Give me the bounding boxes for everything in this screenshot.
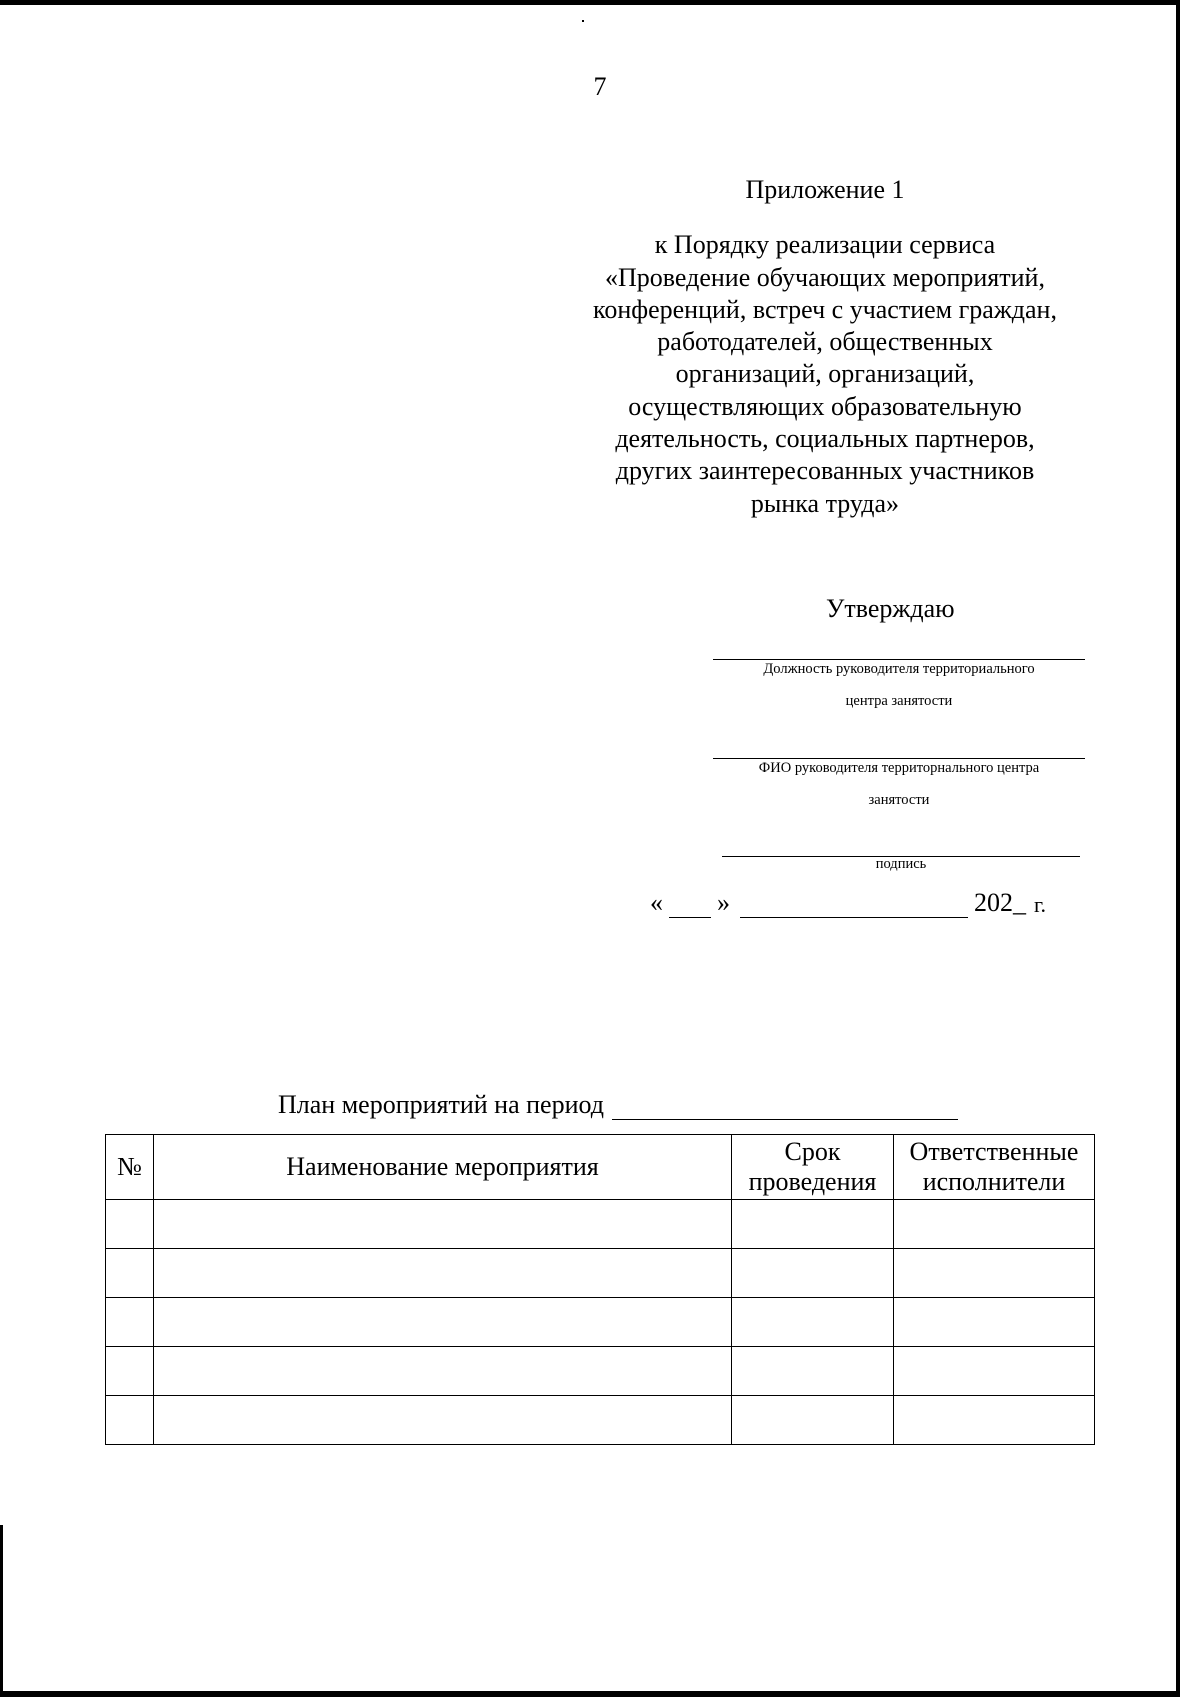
plan-table: [105, 1134, 1095, 1445]
date-year-suffix: г.: [1034, 892, 1047, 917]
scan-edge-right: [1176, 0, 1180, 1697]
table-cell-number[interactable]: [106, 1200, 154, 1249]
table-header-row: [106, 1135, 1095, 1200]
table-cell-name[interactable]: [154, 1298, 732, 1347]
table-cell-responsible[interactable]: [894, 1396, 1095, 1445]
table-row: [106, 1249, 1095, 1298]
appendix-line: других заинтересованных участников: [615, 456, 1035, 486]
table-cell-responsible[interactable]: [894, 1249, 1095, 1298]
position-line: [713, 659, 1085, 660]
appendix-line: работодателей, общественных: [657, 327, 993, 357]
position-caption: Должность руководителя территориального: [763, 661, 1035, 677]
appendix-line: организаций, организаций,: [675, 359, 975, 389]
table-row: [106, 1200, 1095, 1249]
table-cell-number[interactable]: [106, 1249, 154, 1298]
approval-date: [650, 888, 1046, 918]
appendix-line: к Порядку реализации сервиса: [654, 230, 996, 260]
appendix-line: конференций, встреч с участием граждан,: [593, 294, 1057, 324]
name-line: [713, 758, 1085, 759]
appendix-line: деятельность, социальных партнеров,: [615, 424, 1035, 454]
column-header-term-line: проведения: [748, 1167, 877, 1196]
table-row: [106, 1347, 1095, 1396]
table-cell-name[interactable]: [154, 1249, 732, 1298]
position-caption: центра занятости: [845, 693, 953, 709]
column-header-number: №: [106, 1135, 154, 1200]
appendix-line: рынка труда»: [750, 488, 900, 518]
table-cell-term[interactable]: [732, 1298, 894, 1347]
appendix-title: Приложение 1: [745, 175, 905, 204]
column-header-responsible-line: Ответственные: [909, 1137, 1079, 1166]
month-blank: [740, 895, 968, 918]
date-close-quote: »: [717, 888, 730, 917]
scan-edge-top: [0, 0, 1180, 5]
table-cell-number[interactable]: [106, 1396, 154, 1445]
table-cell-name[interactable]: [154, 1200, 732, 1249]
column-header-responsible-line: исполнители: [922, 1167, 1066, 1196]
appendix-line: «Проведение обучающих мероприятий,: [605, 262, 1045, 292]
table-cell-term[interactable]: [732, 1200, 894, 1249]
table-cell-name[interactable]: [154, 1396, 732, 1445]
scan-edge-bottom: [0, 1691, 1180, 1697]
table-cell-responsible[interactable]: [894, 1347, 1095, 1396]
appendix-header: [560, 174, 1090, 520]
plan-title-line: [278, 1090, 964, 1120]
table-cell-responsible[interactable]: [894, 1298, 1095, 1347]
name-caption: занятости: [868, 792, 930, 808]
column-header-term-line: Срок: [784, 1137, 841, 1166]
table-cell-responsible[interactable]: [894, 1200, 1095, 1249]
date-open-quote: «: [650, 888, 663, 917]
table-cell-number[interactable]: [106, 1347, 154, 1396]
table-cell-term[interactable]: [732, 1249, 894, 1298]
page-number: 7: [593, 72, 607, 101]
day-blank: [669, 895, 711, 918]
date-year: 202_: [974, 888, 1026, 917]
approve-label: Утверждаю: [826, 594, 955, 623]
period-blank: [612, 1097, 958, 1120]
table-row: [106, 1396, 1095, 1445]
table-cell-name[interactable]: [154, 1347, 732, 1396]
scan-speck: [582, 20, 584, 22]
name-caption: ФИО руководителя территорнального центра: [758, 760, 1040, 776]
column-header-name: Наименование мероприятия: [154, 1135, 732, 1200]
column-header-term: [732, 1135, 894, 1200]
table-cell-number[interactable]: [106, 1298, 154, 1347]
table-cell-term[interactable]: [732, 1347, 894, 1396]
table-cell-term[interactable]: [732, 1396, 894, 1445]
scan-edge-left: [0, 1525, 3, 1691]
plan-title: План мероприятий на период: [278, 1090, 604, 1119]
appendix-line: осуществляющих образовательную: [628, 391, 1022, 421]
table-row: [106, 1298, 1095, 1347]
column-header-responsible: [894, 1135, 1095, 1200]
signature-caption: подпись: [875, 856, 927, 872]
